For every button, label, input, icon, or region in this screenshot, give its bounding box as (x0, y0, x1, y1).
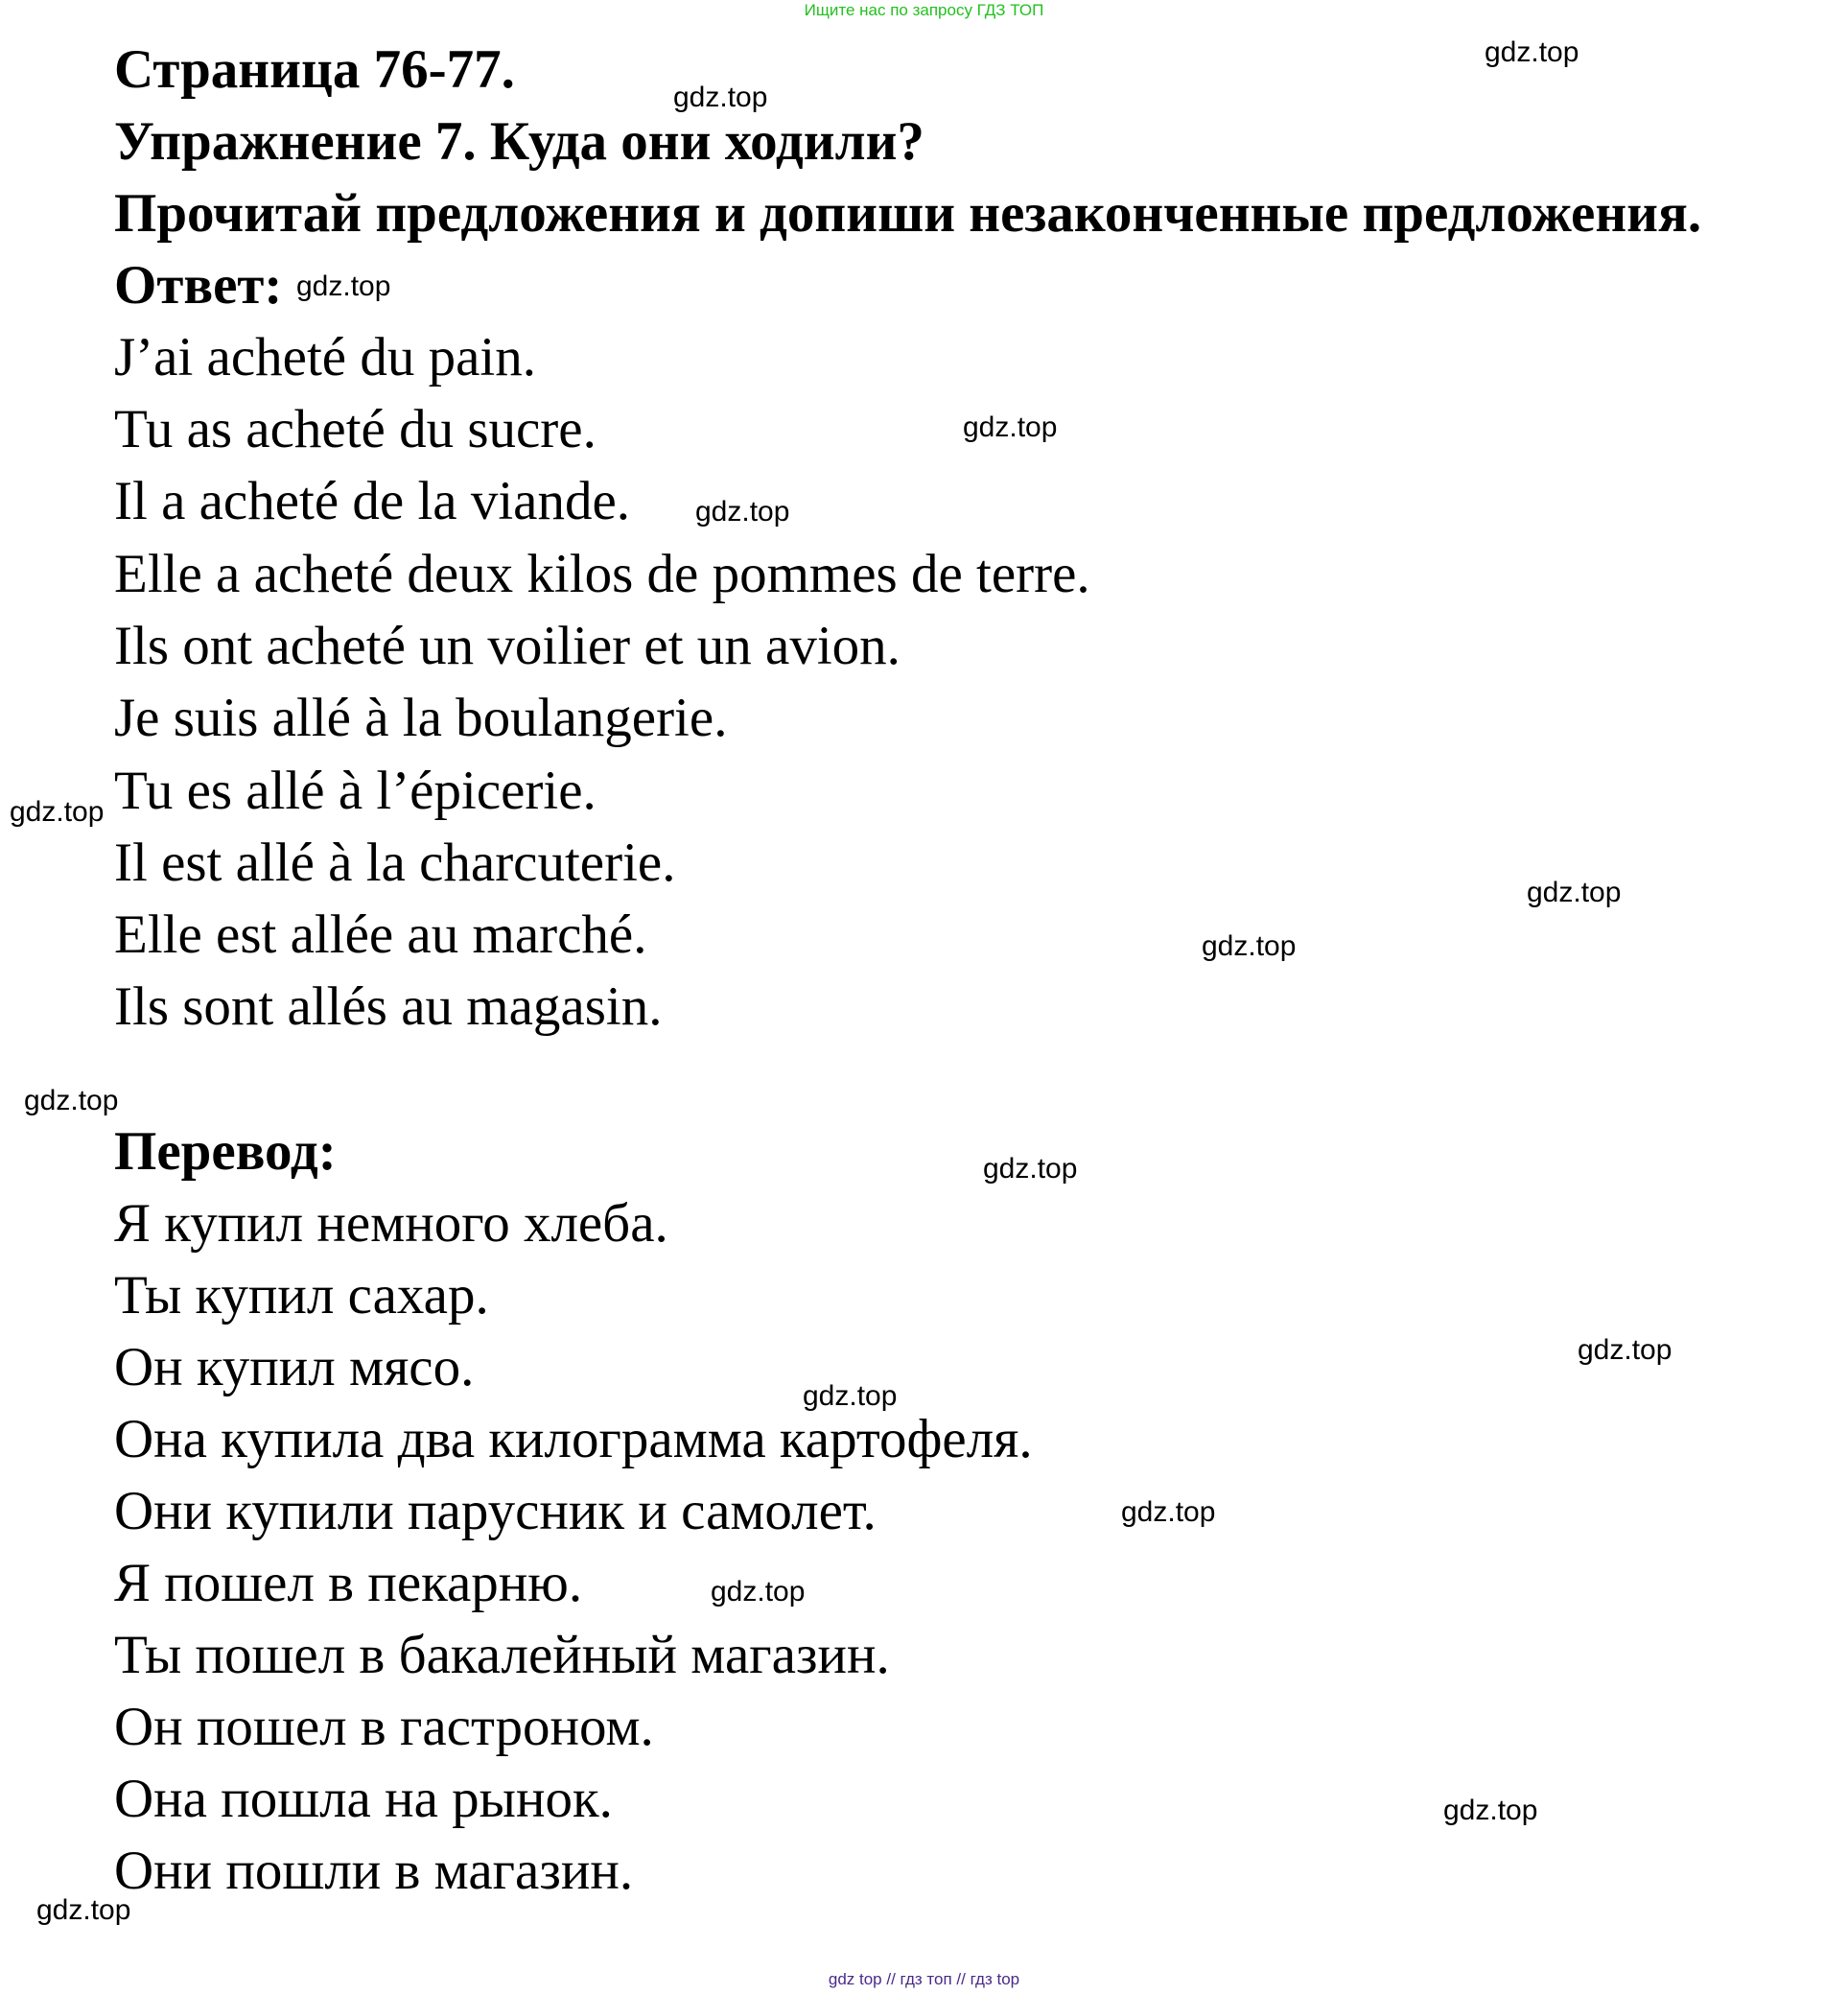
answer-line: Elle a acheté deux kilos de pommes de terre. (114, 544, 1090, 604)
watermark: gdz.top (1121, 1496, 1216, 1528)
answer-label: Ответ: (114, 255, 283, 316)
answer-line: Il a acheté de la viande. (114, 471, 631, 531)
watermark: gdz.top (1485, 36, 1579, 68)
footer-link-3[interactable]: гдз top (970, 1970, 1020, 1988)
instruction-text: Прочитай предложения и допиши незаконченные предложения. (114, 183, 1702, 244)
answer-line: Ils sont allés au magasin. (114, 976, 663, 1037)
answer-line: Je suis allé à la boulangerie. (114, 688, 728, 748)
translation-line: Она купила два килограмма картофеля. (114, 1409, 1033, 1469)
answer-line: Ils ont acheté un voilier et un avion. (114, 616, 901, 676)
answer-line: Tu es allé à l’épicerie. (114, 761, 597, 821)
watermark: gdz.top (1443, 1795, 1538, 1826)
watermark: gdz.top (1527, 877, 1622, 908)
translation-line: Ты пошел в бакалейный магазин. (114, 1625, 890, 1685)
answer-line: Il est allé à la charcuterie. (114, 833, 676, 893)
translation-line: Я пошел в пекарню. (114, 1553, 583, 1613)
watermark: gdz.top (10, 796, 105, 828)
watermark: gdz.top (963, 411, 1058, 443)
footer-link-1[interactable]: gdz top (828, 1970, 882, 1988)
footer-links (0, 1969, 1848, 1990)
watermark: gdz.top (1202, 930, 1297, 962)
translation-line: Они купили парусник и самолет. (114, 1481, 877, 1541)
watermark: gdz.top (803, 1380, 898, 1412)
translation-line: Она пошла на рынок. (114, 1769, 613, 1829)
translation-line: Я купил немного хлеба. (114, 1193, 668, 1254)
watermark: gdz.top (711, 1576, 806, 1608)
watermark: gdz.top (673, 82, 768, 113)
footer-link-2[interactable]: гдз топ (900, 1970, 952, 1988)
footer-separator: // (956, 1970, 966, 1988)
translation-line: Они пошли в магазин. (114, 1841, 634, 1901)
watermark: gdz.top (36, 1894, 131, 1926)
watermark: gdz.top (24, 1085, 119, 1116)
watermark: gdz.top (296, 270, 391, 302)
translation-line: Он пошел в гастроном. (114, 1697, 654, 1757)
translation-label: Перевод: (114, 1121, 337, 1182)
translation-line: Он купил мясо. (114, 1337, 475, 1397)
answer-line: Tu as acheté du sucre. (114, 399, 597, 459)
translation-line: Ты купил сахар. (114, 1265, 489, 1326)
exercise-title: Упражнение 7. Куда они ходили? (114, 111, 924, 172)
top-notice[interactable]: Ищите нас по запросу ГДЗ ТОП (804, 1, 1044, 19)
watermark: gdz.top (695, 496, 790, 528)
watermark: gdz.top (1578, 1334, 1673, 1366)
page-title: Страница 76-77. (114, 39, 515, 100)
watermark: gdz.top (983, 1153, 1078, 1185)
answer-line: J’ai acheté du pain. (114, 327, 536, 387)
footer-separator: // (886, 1970, 896, 1988)
answer-line: Elle est allée au marché. (114, 904, 647, 965)
